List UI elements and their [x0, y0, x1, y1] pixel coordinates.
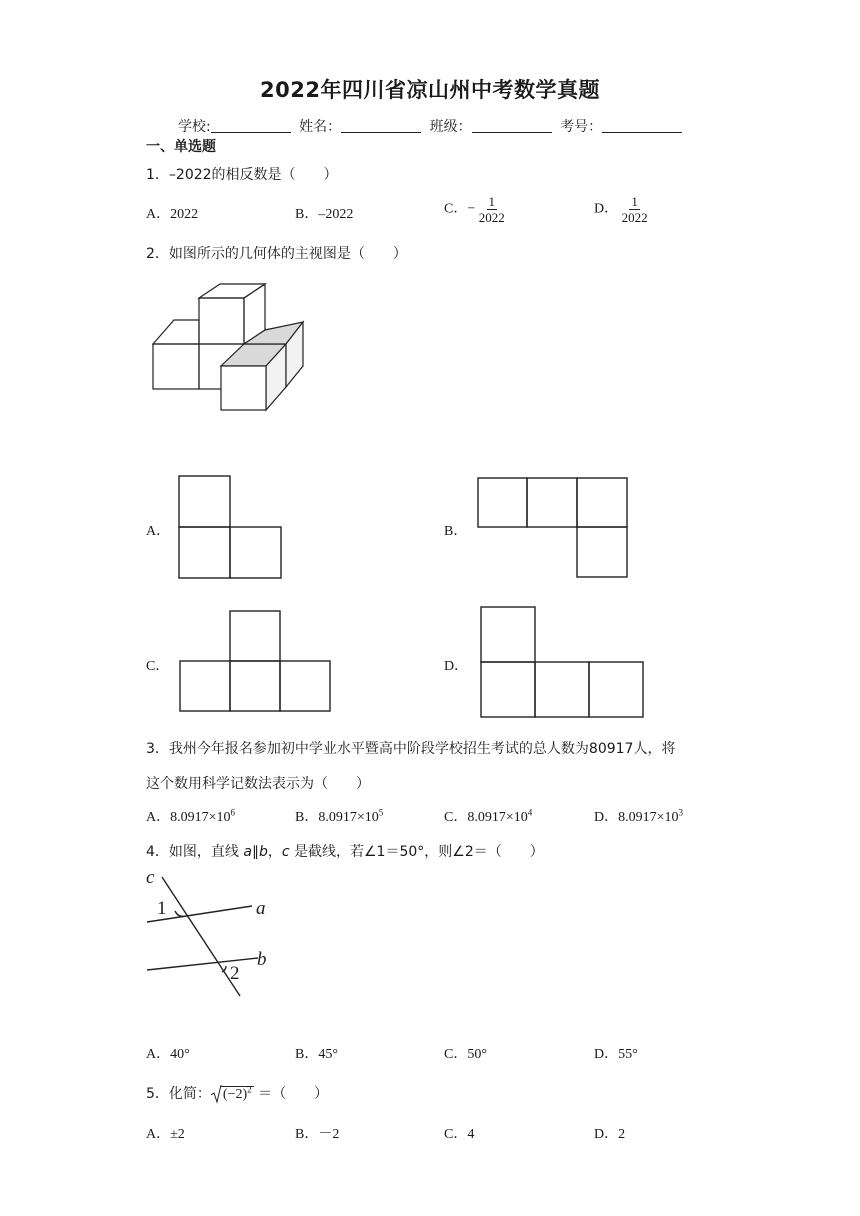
fraction-denominator: 2022 — [621, 210, 648, 225]
section-heading: 一、单选题 — [146, 139, 216, 155]
q5-option-a: A．±2 — [146, 1127, 185, 1142]
q1-option-a: A．2022 — [146, 207, 199, 222]
q1-option-b: B．–2022 — [295, 207, 354, 222]
question-2-stem: 2．如图所示的几何体的主视图是（ ） — [146, 246, 407, 262]
q4-option-c: C．50° — [444, 1047, 487, 1062]
label-1: 1 — [157, 898, 167, 919]
var-c: c — [281, 844, 290, 860]
q5-stem-part: 5．化简： — [146, 1086, 211, 1102]
school-label: 学校: — [178, 119, 211, 135]
parallel-symbol: ∥ — [251, 844, 259, 860]
q5-stem-part: ＝（ ） — [253, 1086, 329, 1102]
angle-1-arc — [175, 911, 183, 916]
class-label: 班级： — [429, 119, 472, 135]
square-root — [211, 1084, 254, 1104]
page-title: 2022年四川省凉山州中考数学真题 — [260, 78, 600, 102]
radicand-base: (−2) — [222, 1087, 248, 1102]
q3-option-b-text: B．8.0917×10 — [295, 810, 379, 825]
var-b: b — [258, 844, 268, 860]
minus-sign: − — [467, 201, 476, 217]
exponent: 4 — [527, 807, 533, 818]
radicand — [221, 1086, 254, 1102]
fraction-denominator: 2022 — [478, 210, 505, 225]
question-3-stem-line2: 这个数用科学记数法表示为（ ） — [146, 776, 370, 792]
question-1-stem: 1．–2022的相反数是（ ） — [146, 167, 338, 183]
label-a: a — [256, 898, 266, 919]
exponent: 5 — [378, 807, 384, 818]
q3-option-d-text: D．8.0917×10 — [594, 810, 679, 825]
q4-stem-part: 4．如图，直线 — [146, 844, 244, 860]
radicand-exponent: 2 — [247, 1084, 252, 1095]
question-5-stem — [146, 1083, 328, 1104]
q4-option-b: B．45° — [295, 1047, 338, 1062]
q5-option-c: C．4 — [444, 1127, 475, 1142]
q5-option-d: D．2 — [594, 1127, 626, 1142]
radical-sign-icon — [211, 1084, 221, 1104]
name-label: 姓名： — [299, 119, 342, 135]
fraction-numerator: 1 — [488, 194, 495, 209]
fraction-numerator: 1 — [631, 194, 638, 209]
q5-option-b: B．－2 — [295, 1127, 340, 1142]
label-2: 2 — [230, 963, 240, 984]
label-b: b — [257, 949, 267, 970]
q2-option-b-label: B． — [444, 524, 468, 539]
transversal-c — [162, 877, 240, 996]
q3-option-c-text: C．8.0917×10 — [444, 810, 528, 825]
q2-option-d-label: D． — [444, 659, 469, 674]
q4-option-a: A．40° — [146, 1047, 190, 1062]
q2-option-c-label: C． — [146, 659, 170, 674]
exam-no-label: 考号： — [560, 119, 603, 135]
exponent: 6 — [230, 807, 236, 818]
var-a: a — [243, 844, 252, 860]
line-b — [147, 958, 258, 970]
q4-option-d: D．55° — [594, 1047, 638, 1062]
q2-option-a-label: A． — [146, 524, 171, 539]
label-c: c — [146, 867, 155, 888]
q1-option-c-label: C． — [444, 201, 468, 217]
q1-option-d-label: D． — [594, 201, 619, 217]
q4-stem-part: 是截线，若∠1＝50°，则∠2＝（ ） — [289, 844, 544, 860]
question-3-stem-line1: 3．我州今年报名参加初中学业水平暨高中阶段学校招生考试的总人数为80917人，将 — [146, 741, 676, 757]
comma: ， — [267, 844, 282, 860]
q3-option-a-text: A．8.0917×10 — [146, 810, 231, 825]
exponent: 3 — [678, 807, 684, 818]
